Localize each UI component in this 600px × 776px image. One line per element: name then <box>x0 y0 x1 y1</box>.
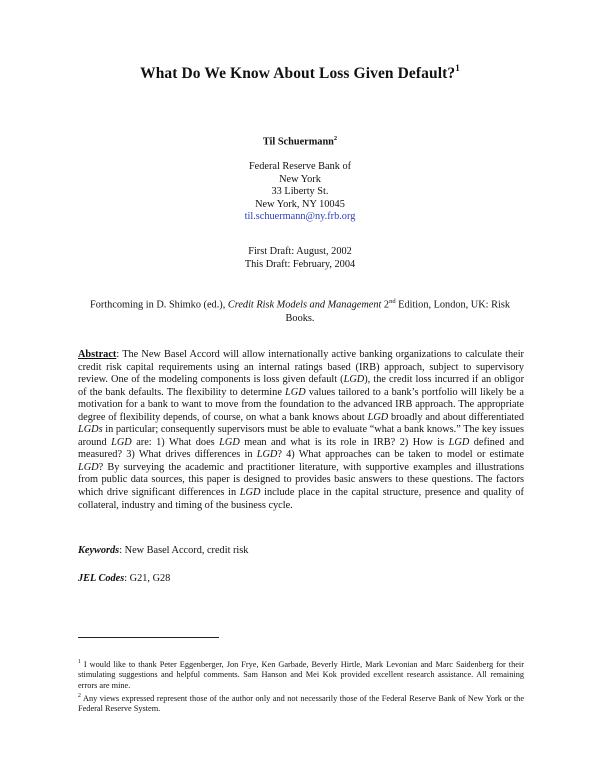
affiliation-line: New York <box>279 173 321 185</box>
jel-label: JEL Codes <box>78 573 125 584</box>
title-footnote-mark: 1 <box>455 63 460 73</box>
abstract-text: mean and what is its role in IRB? 2) How is <box>239 436 449 448</box>
abstract-term: LGD <box>239 487 261 499</box>
abstract-body <box>78 349 524 511</box>
draft-dates <box>0 246 600 271</box>
footnotes <box>78 657 524 715</box>
keywords-value: : New Basel Accord, credit risk <box>119 545 249 556</box>
abstract-term: LGD <box>78 461 99 473</box>
forthcoming-note <box>75 295 525 325</box>
abstract-text: ? By surveying the academic and practitioner literature, with supportive examples and illustrations from public data sources, this paper is designed to provides basic answers to these questions. The factors which drive significant differences in <box>78 461 524 499</box>
author-block <box>0 133 600 224</box>
abstract-text: in particular; consequently supervisors must be able to evaluate “what a bank knows.” The key issues around <box>78 424 524 448</box>
abstract-term: LGD <box>285 386 306 398</box>
abstract-text: ), the credit loss incurred if an obligor of the bank defaults. The flexibility to determine <box>78 374 524 398</box>
abstract-term: LGD <box>343 374 365 386</box>
abstract-text: ? 4) What approaches can be taken to model or estimate <box>277 449 524 461</box>
footnote-text: I would like to thank Peter Eggenberger, Jon Frye, Ken Garbade, Beverly Hirtle, Mark Levonian and Marc Saidenberg for their stimulating suggestions and helpful comments. Sam Hanson and Mei Kok provided excellent research assistance. All remaining errors are mine. <box>78 659 524 690</box>
abstract-term: LGDs <box>78 424 103 436</box>
abstract-text: broadly and about differentiated <box>388 411 524 423</box>
affiliation-line: New York, NY 10045 <box>255 198 345 210</box>
edition-suffix: nd <box>389 298 396 305</box>
abstract-term: LGD <box>367 411 389 423</box>
abstract-term: LGD <box>111 436 132 448</box>
abstract-text: values tailored to a bank’s portfolio will likely be a motivation for a bank to want to move from the foundation to the advanced IRB approach. The appropriate degree of flexibility depends, of course, on what a bank knows about <box>78 386 524 423</box>
book-title: Credit Risk Models and Management <box>227 299 382 311</box>
author-footnote-mark: 2 <box>333 135 338 142</box>
abstract-text: : The New Basel Accord will allow internationally active banking organizations to calculate their credit risk capital requirements using an internal ratings based (IRB) approach, subject to supervisory review. One of the modeling components is loss given default ( <box>78 349 524 386</box>
abstract-text: defined and measured? 3) What drives differences in <box>78 436 524 461</box>
paper-title <box>0 64 600 83</box>
abstract-term: LGD <box>219 436 240 448</box>
abstract-label: Abstract <box>78 349 117 360</box>
footnote-mark: 1 <box>78 659 81 665</box>
author-name-text: Til Schuermann <box>262 136 334 148</box>
footnote-2 <box>78 691 524 715</box>
jel-value: : G21, G28 <box>124 573 171 584</box>
author-email-link[interactable]: til.schuermann@ny.frb.org <box>244 211 356 223</box>
abstract-term: LGD <box>448 436 470 448</box>
footnote-text: Any views expressed represent those of the author only and not necessarily those of the Federal Reserve Bank of New York or the Federal Reserve System. <box>78 693 524 714</box>
this-draft-date: This Draft: February, 2004 <box>244 258 356 270</box>
abstract-term: LGD <box>256 449 278 461</box>
abstract-text: include place in the capital structure, presence and quality of collateral, industry and timing of the business cycle. <box>78 487 524 511</box>
affiliation-line: Federal Reserve Bank of <box>248 161 352 173</box>
forthcoming-rest: Edition, London, UK: Risk Books. <box>285 299 510 324</box>
footnote-mark: 2 <box>78 692 81 699</box>
first-draft-date: First Draft: August, 2002 <box>248 246 352 257</box>
paper-title-text: What Do We Know About Loss Given Default? <box>140 65 456 83</box>
keywords-line <box>78 545 524 556</box>
jel-codes-line <box>78 573 524 584</box>
keywords-label: Keywords <box>78 545 120 556</box>
abstract-paragraph <box>78 349 524 512</box>
edition-number: 2 <box>381 299 390 311</box>
forthcoming-prefix: Forthcoming in D. Shimko (ed.), <box>90 299 228 311</box>
affiliation-line: 33 Liberty St. <box>271 186 329 198</box>
author-name <box>0 133 600 149</box>
footnote-1 <box>78 657 524 691</box>
footnote-divider <box>78 637 219 638</box>
abstract-text: are: 1) What does <box>131 436 220 448</box>
